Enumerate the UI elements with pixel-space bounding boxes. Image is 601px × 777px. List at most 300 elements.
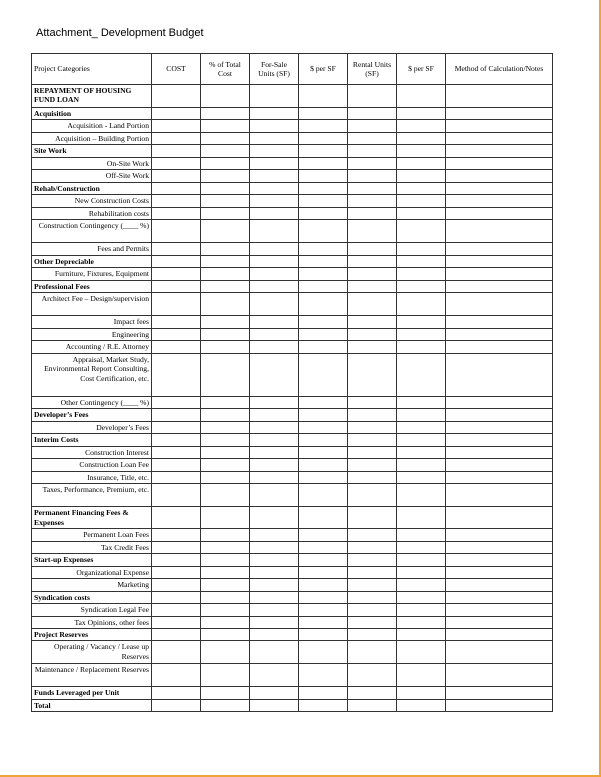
value-cell[interactable] xyxy=(446,170,553,182)
value-cell[interactable] xyxy=(299,220,348,243)
value-cell[interactable] xyxy=(446,396,553,408)
value-cell[interactable] xyxy=(348,628,397,640)
row-label: On-Site Work xyxy=(32,157,152,169)
value-cell[interactable] xyxy=(397,699,446,711)
value-cell[interactable] xyxy=(201,157,250,169)
value-cell[interactable] xyxy=(397,255,446,267)
value-cell[interactable] xyxy=(397,108,446,120)
value-cell[interactable] xyxy=(152,328,201,340)
value-cell[interactable] xyxy=(152,207,201,219)
value-cell[interactable] xyxy=(201,628,250,640)
value-cell[interactable] xyxy=(299,604,348,616)
value-cell[interactable] xyxy=(201,132,250,144)
value-cell[interactable] xyxy=(299,353,348,396)
value-cell[interactable] xyxy=(152,280,201,292)
value-cell[interactable] xyxy=(299,641,348,664)
row-label: Developer’s Fees xyxy=(32,421,152,433)
value-cell[interactable] xyxy=(201,484,250,507)
value-cell[interactable] xyxy=(152,243,201,255)
value-cell[interactable] xyxy=(397,529,446,541)
value-cell[interactable] xyxy=(348,541,397,553)
value-cell[interactable] xyxy=(348,280,397,292)
value-cell[interactable] xyxy=(446,591,553,603)
value-cell[interactable] xyxy=(250,604,299,616)
value-cell[interactable] xyxy=(397,421,446,433)
value-cell[interactable] xyxy=(250,687,299,699)
value-cell[interactable] xyxy=(397,182,446,194)
value-cell[interactable] xyxy=(201,554,250,566)
value-cell[interactable] xyxy=(446,664,553,687)
value-cell[interactable] xyxy=(250,471,299,483)
value-cell[interactable] xyxy=(348,85,397,108)
value-cell[interactable] xyxy=(299,293,348,316)
value-cell[interactable] xyxy=(152,145,201,157)
value-cell[interactable] xyxy=(299,446,348,458)
value-cell[interactable] xyxy=(152,471,201,483)
value-cell[interactable] xyxy=(152,293,201,316)
value-cell[interactable] xyxy=(250,170,299,182)
value-cell[interactable] xyxy=(348,566,397,578)
value-cell[interactable] xyxy=(446,434,553,446)
value-cell[interactable] xyxy=(299,170,348,182)
value-cell[interactable] xyxy=(446,195,553,207)
value-cell[interactable] xyxy=(299,434,348,446)
value-cell[interactable] xyxy=(250,484,299,507)
value-cell[interactable] xyxy=(250,220,299,243)
value-cell[interactable] xyxy=(250,255,299,267)
value-cell[interactable] xyxy=(397,579,446,591)
value-cell[interactable] xyxy=(201,541,250,553)
value-cell[interactable] xyxy=(348,255,397,267)
value-cell[interactable] xyxy=(152,341,201,353)
value-cell[interactable] xyxy=(299,664,348,687)
value-cell[interactable] xyxy=(446,446,553,458)
value-cell[interactable] xyxy=(299,145,348,157)
value-cell[interactable] xyxy=(348,471,397,483)
value-cell[interactable] xyxy=(348,341,397,353)
value-cell[interactable] xyxy=(250,664,299,687)
value-cell[interactable] xyxy=(348,554,397,566)
value-cell[interactable] xyxy=(201,579,250,591)
value-cell[interactable] xyxy=(152,157,201,169)
value-cell[interactable] xyxy=(250,341,299,353)
value-cell[interactable] xyxy=(348,434,397,446)
value-cell[interactable] xyxy=(250,195,299,207)
value-cell[interactable] xyxy=(250,591,299,603)
value-cell[interactable] xyxy=(446,507,553,529)
value-cell[interactable] xyxy=(348,484,397,507)
value-cell[interactable] xyxy=(348,182,397,194)
value-cell[interactable] xyxy=(299,85,348,108)
value-cell[interactable] xyxy=(152,170,201,182)
value-cell[interactable] xyxy=(299,628,348,640)
value-cell[interactable] xyxy=(250,421,299,433)
value-cell[interactable] xyxy=(152,316,201,328)
value-cell[interactable] xyxy=(446,293,553,316)
value-cell[interactable] xyxy=(152,579,201,591)
value-cell[interactable] xyxy=(250,507,299,529)
value-cell[interactable] xyxy=(446,554,553,566)
value-cell[interactable] xyxy=(397,195,446,207)
value-cell[interactable] xyxy=(152,409,201,421)
value-cell[interactable] xyxy=(446,566,553,578)
value-cell[interactable] xyxy=(201,207,250,219)
value-cell[interactable] xyxy=(250,434,299,446)
value-cell[interactable] xyxy=(446,459,553,471)
value-cell[interactable] xyxy=(201,145,250,157)
value-cell[interactable] xyxy=(152,616,201,628)
value-cell[interactable] xyxy=(250,157,299,169)
value-cell[interactable] xyxy=(152,132,201,144)
value-cell[interactable] xyxy=(397,207,446,219)
value-cell[interactable] xyxy=(348,207,397,219)
value-cell[interactable] xyxy=(348,664,397,687)
value-cell[interactable] xyxy=(299,341,348,353)
value-cell[interactable] xyxy=(348,687,397,699)
value-cell[interactable] xyxy=(152,120,201,132)
value-cell[interactable] xyxy=(446,182,553,194)
value-cell[interactable] xyxy=(397,268,446,280)
value-cell[interactable] xyxy=(348,353,397,396)
value-cell[interactable] xyxy=(299,157,348,169)
value-cell[interactable] xyxy=(201,220,250,243)
value-cell[interactable] xyxy=(348,421,397,433)
value-cell[interactable] xyxy=(299,280,348,292)
value-cell[interactable] xyxy=(201,699,250,711)
value-cell[interactable] xyxy=(397,280,446,292)
value-cell[interactable] xyxy=(397,566,446,578)
value-cell[interactable] xyxy=(446,85,553,108)
value-cell[interactable] xyxy=(397,459,446,471)
value-cell[interactable] xyxy=(397,541,446,553)
value-cell[interactable] xyxy=(201,280,250,292)
value-cell[interactable] xyxy=(299,120,348,132)
value-cell[interactable] xyxy=(201,108,250,120)
value-cell[interactable] xyxy=(299,316,348,328)
value-cell[interactable] xyxy=(201,85,250,108)
value-cell[interactable] xyxy=(348,170,397,182)
value-cell[interactable] xyxy=(446,409,553,421)
value-cell[interactable] xyxy=(446,579,553,591)
value-cell[interactable] xyxy=(397,641,446,664)
value-cell[interactable] xyxy=(397,604,446,616)
value-cell[interactable] xyxy=(446,529,553,541)
value-cell[interactable] xyxy=(152,541,201,553)
value-cell[interactable] xyxy=(397,316,446,328)
value-cell[interactable] xyxy=(397,243,446,255)
value-cell[interactable] xyxy=(348,157,397,169)
value-cell[interactable] xyxy=(348,699,397,711)
value-cell[interactable] xyxy=(299,616,348,628)
value-cell[interactable] xyxy=(397,409,446,421)
value-cell[interactable] xyxy=(446,687,553,699)
value-cell[interactable] xyxy=(446,132,553,144)
value-cell[interactable] xyxy=(397,434,446,446)
value-cell[interactable] xyxy=(152,484,201,507)
value-cell[interactable] xyxy=(152,182,201,194)
value-cell[interactable] xyxy=(201,255,250,267)
value-cell[interactable] xyxy=(152,687,201,699)
value-cell[interactable] xyxy=(299,268,348,280)
value-cell[interactable] xyxy=(299,541,348,553)
value-cell[interactable] xyxy=(446,268,553,280)
value-cell[interactable] xyxy=(299,699,348,711)
value-cell[interactable] xyxy=(446,255,553,267)
value-cell[interactable] xyxy=(348,641,397,664)
value-cell[interactable] xyxy=(299,687,348,699)
value-cell[interactable] xyxy=(446,145,553,157)
value-cell[interactable] xyxy=(348,328,397,340)
value-cell[interactable] xyxy=(299,591,348,603)
value-cell[interactable] xyxy=(299,243,348,255)
value-cell[interactable] xyxy=(152,421,201,433)
value-cell[interactable] xyxy=(397,170,446,182)
value-cell[interactable] xyxy=(250,293,299,316)
value-cell[interactable] xyxy=(201,243,250,255)
value-cell[interactable] xyxy=(250,108,299,120)
value-cell[interactable] xyxy=(348,108,397,120)
value-cell[interactable] xyxy=(348,243,397,255)
value-cell[interactable] xyxy=(397,220,446,243)
value-cell[interactable] xyxy=(299,108,348,120)
value-cell[interactable] xyxy=(201,604,250,616)
value-cell[interactable] xyxy=(299,554,348,566)
value-cell[interactable] xyxy=(250,120,299,132)
value-cell[interactable] xyxy=(446,157,553,169)
value-cell[interactable] xyxy=(152,554,201,566)
value-cell[interactable] xyxy=(250,641,299,664)
value-cell[interactable] xyxy=(250,459,299,471)
value-cell[interactable] xyxy=(201,434,250,446)
value-cell[interactable] xyxy=(152,507,201,529)
value-cell[interactable] xyxy=(250,243,299,255)
value-cell[interactable] xyxy=(446,604,553,616)
value-cell[interactable] xyxy=(348,591,397,603)
row-label: Maintenance / Replacement Reserves xyxy=(32,664,152,687)
value-cell[interactable] xyxy=(397,484,446,507)
value-cell[interactable] xyxy=(201,409,250,421)
value-cell[interactable] xyxy=(201,195,250,207)
value-cell[interactable] xyxy=(152,628,201,640)
value-cell[interactable] xyxy=(348,616,397,628)
value-cell[interactable] xyxy=(348,132,397,144)
value-cell[interactable] xyxy=(397,396,446,408)
value-cell[interactable] xyxy=(152,591,201,603)
value-cell[interactable] xyxy=(152,85,201,108)
value-cell[interactable] xyxy=(348,579,397,591)
value-cell[interactable] xyxy=(446,484,553,507)
value-cell[interactable] xyxy=(348,459,397,471)
value-cell[interactable] xyxy=(250,145,299,157)
value-cell[interactable] xyxy=(152,434,201,446)
value-cell[interactable] xyxy=(250,566,299,578)
value-cell[interactable] xyxy=(250,541,299,553)
value-cell[interactable] xyxy=(250,207,299,219)
value-cell[interactable] xyxy=(348,293,397,316)
value-cell[interactable] xyxy=(299,409,348,421)
value-cell[interactable] xyxy=(250,132,299,144)
value-cell[interactable] xyxy=(397,353,446,396)
value-cell[interactable] xyxy=(299,459,348,471)
value-cell[interactable] xyxy=(250,268,299,280)
value-cell[interactable] xyxy=(299,328,348,340)
value-cell[interactable] xyxy=(299,507,348,529)
value-cell[interactable] xyxy=(152,459,201,471)
value-cell[interactable] xyxy=(446,328,553,340)
value-cell[interactable] xyxy=(397,120,446,132)
value-cell[interactable] xyxy=(446,220,553,243)
column-header: % of Total Cost xyxy=(201,54,250,85)
value-cell[interactable] xyxy=(397,328,446,340)
value-cell[interactable] xyxy=(299,579,348,591)
value-cell[interactable] xyxy=(397,341,446,353)
value-cell[interactable] xyxy=(299,396,348,408)
value-cell[interactable] xyxy=(152,195,201,207)
value-cell[interactable] xyxy=(397,687,446,699)
value-cell[interactable] xyxy=(201,120,250,132)
value-cell[interactable] xyxy=(397,293,446,316)
value-cell[interactable] xyxy=(446,120,553,132)
value-cell[interactable] xyxy=(299,195,348,207)
value-cell[interactable] xyxy=(397,145,446,157)
value-cell[interactable] xyxy=(250,280,299,292)
value-cell[interactable] xyxy=(397,554,446,566)
value-cell[interactable] xyxy=(152,641,201,664)
value-cell[interactable] xyxy=(299,255,348,267)
value-cell[interactable] xyxy=(446,353,553,396)
value-cell[interactable] xyxy=(152,268,201,280)
value-cell[interactable] xyxy=(201,664,250,687)
value-cell[interactable] xyxy=(348,396,397,408)
value-cell[interactable] xyxy=(201,353,250,396)
value-cell[interactable] xyxy=(250,554,299,566)
value-cell[interactable] xyxy=(152,108,201,120)
value-cell[interactable] xyxy=(446,280,553,292)
table-row xyxy=(32,353,553,396)
value-cell[interactable] xyxy=(152,664,201,687)
value-cell[interactable] xyxy=(446,421,553,433)
value-cell[interactable] xyxy=(152,529,201,541)
value-cell[interactable] xyxy=(250,85,299,108)
value-cell[interactable] xyxy=(250,316,299,328)
value-cell[interactable] xyxy=(299,421,348,433)
value-cell[interactable] xyxy=(348,446,397,458)
value-cell[interactable] xyxy=(446,641,553,664)
value-cell[interactable] xyxy=(152,396,201,408)
value-cell[interactable] xyxy=(446,243,553,255)
value-cell[interactable] xyxy=(250,699,299,711)
value-cell[interactable] xyxy=(348,507,397,529)
value-cell[interactable] xyxy=(446,341,553,353)
value-cell[interactable] xyxy=(201,182,250,194)
value-cell[interactable] xyxy=(397,591,446,603)
value-cell[interactable] xyxy=(152,255,201,267)
value-cell[interactable] xyxy=(397,132,446,144)
value-cell[interactable] xyxy=(201,396,250,408)
value-cell[interactable] xyxy=(446,616,553,628)
value-cell[interactable] xyxy=(299,471,348,483)
value-cell[interactable] xyxy=(397,85,446,108)
value-cell[interactable] xyxy=(201,616,250,628)
value-cell[interactable] xyxy=(250,579,299,591)
value-cell[interactable] xyxy=(299,566,348,578)
value-cell[interactable] xyxy=(299,207,348,219)
value-cell[interactable] xyxy=(446,108,553,120)
value-cell[interactable] xyxy=(397,157,446,169)
value-cell[interactable] xyxy=(201,268,250,280)
value-cell[interactable] xyxy=(446,207,553,219)
value-cell[interactable] xyxy=(152,446,201,458)
value-cell[interactable] xyxy=(201,293,250,316)
value-cell[interactable] xyxy=(201,316,250,328)
value-cell[interactable] xyxy=(250,328,299,340)
value-cell[interactable] xyxy=(299,182,348,194)
value-cell[interactable] xyxy=(446,699,553,711)
value-cell[interactable] xyxy=(446,316,553,328)
value-cell[interactable] xyxy=(152,353,201,396)
value-cell[interactable] xyxy=(250,409,299,421)
value-cell[interactable] xyxy=(348,195,397,207)
value-cell[interactable] xyxy=(299,484,348,507)
section-label: Project Reserves xyxy=(32,628,152,640)
value-cell[interactable] xyxy=(201,341,250,353)
value-cell[interactable] xyxy=(348,316,397,328)
value-cell[interactable] xyxy=(201,170,250,182)
value-cell[interactable] xyxy=(250,182,299,194)
value-cell[interactable] xyxy=(348,220,397,243)
value-cell[interactable] xyxy=(397,471,446,483)
value-cell[interactable] xyxy=(348,268,397,280)
value-cell[interactable] xyxy=(250,353,299,396)
value-cell[interactable] xyxy=(446,628,553,640)
value-cell[interactable] xyxy=(201,471,250,483)
value-cell[interactable] xyxy=(201,687,250,699)
value-cell[interactable] xyxy=(152,566,201,578)
value-cell[interactable] xyxy=(201,591,250,603)
value-cell[interactable] xyxy=(348,529,397,541)
value-cell[interactable] xyxy=(201,641,250,664)
value-cell[interactable] xyxy=(446,541,553,553)
value-cell[interactable] xyxy=(348,120,397,132)
value-cell[interactable] xyxy=(348,409,397,421)
value-cell[interactable] xyxy=(201,529,250,541)
value-cell[interactable] xyxy=(348,604,397,616)
value-cell[interactable] xyxy=(152,699,201,711)
value-cell[interactable] xyxy=(348,145,397,157)
value-cell[interactable] xyxy=(250,616,299,628)
value-cell[interactable] xyxy=(446,471,553,483)
value-cell[interactable] xyxy=(397,628,446,640)
value-cell[interactable] xyxy=(397,664,446,687)
value-cell[interactable] xyxy=(152,604,201,616)
value-cell[interactable] xyxy=(201,459,250,471)
value-cell[interactable] xyxy=(152,220,201,243)
value-cell[interactable] xyxy=(250,396,299,408)
value-cell[interactable] xyxy=(250,529,299,541)
value-cell[interactable] xyxy=(250,628,299,640)
value-cell[interactable] xyxy=(201,566,250,578)
value-cell[interactable] xyxy=(250,446,299,458)
value-cell[interactable] xyxy=(201,446,250,458)
value-cell[interactable] xyxy=(201,507,250,529)
value-cell[interactable] xyxy=(299,529,348,541)
value-cell[interactable] xyxy=(299,132,348,144)
value-cell[interactable] xyxy=(397,616,446,628)
value-cell[interactable] xyxy=(201,328,250,340)
value-cell[interactable] xyxy=(397,446,446,458)
value-cell[interactable] xyxy=(201,421,250,433)
value-cell[interactable] xyxy=(397,507,446,529)
